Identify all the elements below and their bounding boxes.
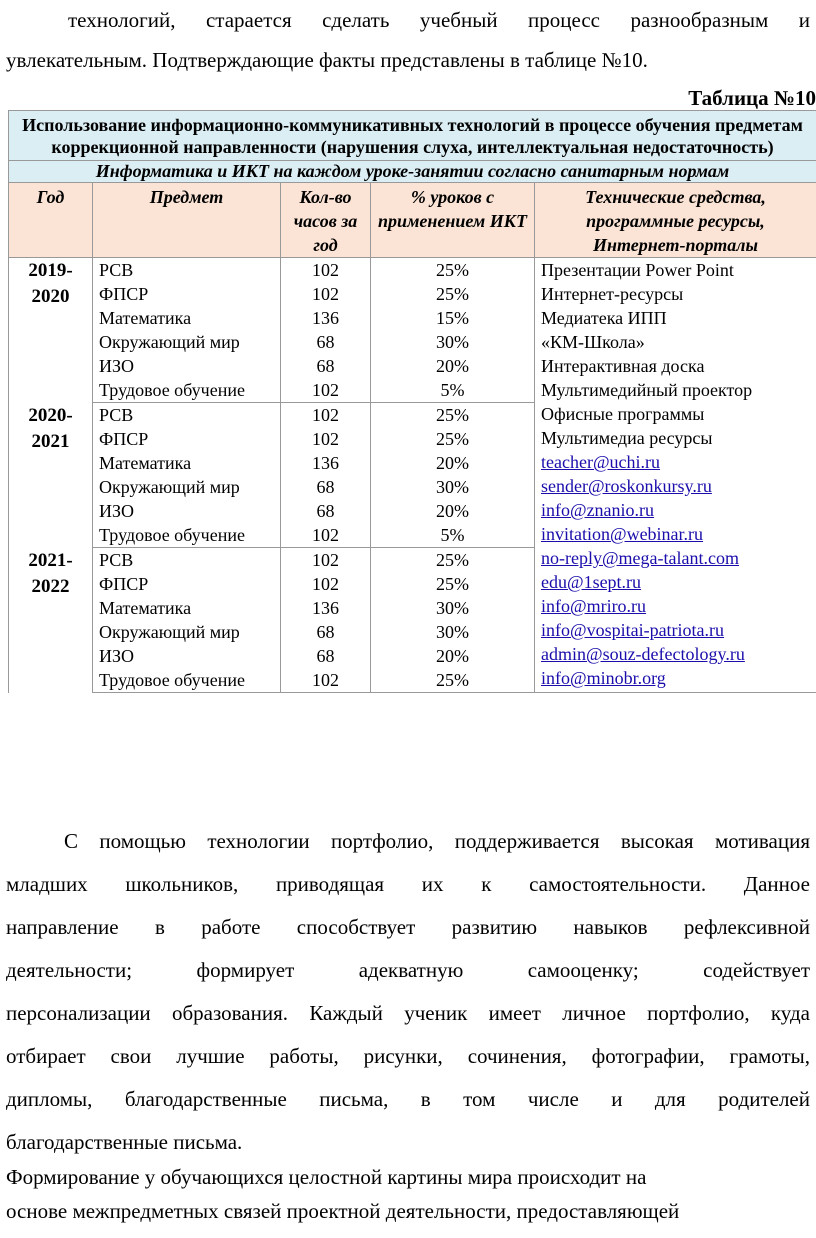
subject-cell: Окружающий мир	[93, 620, 281, 644]
resource-item: Мультимедийный проектор	[541, 380, 753, 400]
ict-percent-cell: 30%	[371, 475, 535, 499]
table-subtitle: Информатика и ИКТ на каждом уроке-занятии согласно санитарным нормам	[9, 161, 816, 183]
hours-cell: 136	[281, 306, 371, 330]
hours-cell: 136	[281, 451, 371, 475]
ict-percent-cell: 25%	[371, 258, 535, 283]
hours-cell: 102	[281, 572, 371, 596]
hours-cell: 102	[281, 427, 371, 451]
hours-cell: 102	[281, 523, 371, 548]
paragraph-line: персонализации образования. Каждый ученик имеет личное портфолио, куда	[6, 1001, 810, 1025]
subject-cell: ФПСР	[93, 427, 281, 451]
hours-cell: 68	[281, 475, 371, 499]
year-cell: 2020-2021	[9, 403, 93, 548]
subject-cell: ИЗО	[93, 354, 281, 378]
hours-cell: 102	[281, 403, 371, 428]
resource-item: Медиатека ИПП	[541, 308, 667, 328]
paragraph-line: Формирование у обучающихся целостной картины мира происходит на	[6, 1165, 647, 1189]
portfolio-paragraph	[6, 820, 810, 1164]
paragraph-line: деятельности; формирует адекватную самооценку; содействует	[6, 958, 810, 982]
ict-percent-cell: 25%	[371, 668, 535, 693]
ict-percent-cell: 25%	[371, 572, 535, 596]
resource-item: «КМ-Школа»	[541, 332, 645, 352]
subject-cell: Трудовое обучение	[93, 523, 281, 548]
subject-cell: Трудовое обучение	[93, 378, 281, 403]
subject-cell: Математика	[93, 596, 281, 620]
resource-email-link[interactable]: no-reply@mega-talant.com	[541, 548, 739, 568]
subject-cell: РСВ	[93, 258, 281, 283]
resource-email-link[interactable]: admin@souz-defectology.ru	[541, 644, 745, 664]
ict-percent-cell: 30%	[371, 330, 535, 354]
ict-percent-cell: 20%	[371, 644, 535, 668]
header-year: Год	[9, 183, 93, 258]
subject-cell: ФПСР	[93, 282, 281, 306]
hours-cell: 102	[281, 548, 371, 573]
ict-percent-cell: 20%	[371, 451, 535, 475]
hours-cell: 68	[281, 644, 371, 668]
intro-line: технологий, старается сделать учебный процесс разнообразным и	[68, 8, 810, 32]
ict-percent-cell: 20%	[371, 499, 535, 523]
subject-cell: ИЗО	[93, 499, 281, 523]
hours-cell: 102	[281, 282, 371, 306]
table-row	[9, 258, 816, 283]
resource-email-link[interactable]: teacher@uchi.ru	[541, 452, 661, 472]
resource-item: Мультимедиа ресурсы	[541, 428, 713, 448]
subject-cell: Математика	[93, 306, 281, 330]
ict-percent-cell: 15%	[371, 306, 535, 330]
subject-cell: Окружающий мир	[93, 330, 281, 354]
resource-email-link[interactable]: info@mriro.ru	[541, 596, 647, 616]
ict-percent-cell: 25%	[371, 548, 535, 573]
ict-percent-cell: 5%	[371, 523, 535, 548]
hours-cell: 102	[281, 258, 371, 283]
paragraph-line: С помощью технологии портфолио, поддерживается высокая мотивация	[64, 829, 810, 853]
hours-cell: 102	[281, 668, 371, 693]
interdisciplinary-paragraph	[6, 1160, 810, 1228]
paragraph-line: направление в работе способствует развитию навыков рефлексивной	[6, 915, 810, 939]
ict-percent-cell: 25%	[371, 427, 535, 451]
resource-item: Презентации Power Point	[541, 260, 734, 280]
ict-percent-cell: 25%	[371, 282, 535, 306]
header-resources: Технические средства, программные ресурсы, Интернет-порталы	[535, 183, 816, 258]
subject-cell: Окружающий мир	[93, 475, 281, 499]
ict-percent-cell: 5%	[371, 378, 535, 403]
header-hours: Кол-во часов за год	[281, 183, 371, 258]
paragraph-line: дипломы, благодарственные письма, в том числе и для родителей	[6, 1087, 810, 1111]
resource-email-link[interactable]: info@vospitai-patriota.ru	[541, 620, 725, 640]
year-cell: 2021-2022	[9, 548, 93, 693]
header-ict-percent: % уроков с применением ИКТ	[371, 183, 535, 258]
subject-cell: РСВ	[93, 403, 281, 428]
resource-email-link[interactable]: invitation@webinar.ru	[541, 524, 704, 544]
subject-cell: РСВ	[93, 548, 281, 573]
resource-item: Интернет-ресурсы	[541, 284, 684, 304]
table-header-row	[9, 183, 816, 258]
subject-cell: ФПСР	[93, 572, 281, 596]
hours-cell: 68	[281, 354, 371, 378]
table-title: Использование информационно-коммуникативных технологий в процессе обучения предметам коррекционной направленности (нарушения слуха, интеллектуальная недостаточность)	[9, 111, 816, 161]
paragraph-line: благодарственные письма.	[6, 1130, 243, 1154]
resource-email-link[interactable]: sender@roskonkursy.ru	[541, 476, 712, 496]
resource-email-link[interactable]: info@minobr.org	[541, 668, 666, 688]
table-caption: Таблица №10	[688, 86, 816, 110]
subject-cell: Трудовое обучение	[93, 668, 281, 693]
resource-item: Офисные программы	[541, 404, 705, 424]
paragraph-line: отбирает свои лучшие работы, рисунки, сочинения, фотографии, грамоты,	[6, 1044, 810, 1068]
ict-percent-cell: 30%	[371, 596, 535, 620]
ict-percent-cell: 30%	[371, 620, 535, 644]
resources-cell	[535, 258, 816, 693]
hours-cell: 68	[281, 499, 371, 523]
intro-paragraph	[6, 0, 810, 80]
resource-email-link[interactable]: info@znanio.ru	[541, 500, 655, 520]
subject-cell: ИЗО	[93, 644, 281, 668]
hours-cell: 68	[281, 620, 371, 644]
ict-usage-table	[8, 110, 816, 693]
paragraph-line: основе межпредметных связей проектной деятельности, предоставляющей	[6, 1199, 680, 1223]
ict-percent-cell: 20%	[371, 354, 535, 378]
hours-cell: 102	[281, 378, 371, 403]
year-cell: 2019-2020	[9, 258, 93, 403]
header-subject: Предмет	[93, 183, 281, 258]
paragraph-line: младших школьников, приводящая их к самостоятельности. Данное	[6, 872, 810, 896]
hours-cell: 68	[281, 330, 371, 354]
subject-cell: Математика	[93, 451, 281, 475]
resource-email-link[interactable]: edu@1sept.ru	[541, 572, 642, 592]
intro-line: увлекательным. Подтверждающие факты представлены в таблице №10.	[6, 48, 648, 72]
hours-cell: 136	[281, 596, 371, 620]
ict-percent-cell: 25%	[371, 403, 535, 428]
resource-item: Интерактивная доска	[541, 356, 705, 376]
